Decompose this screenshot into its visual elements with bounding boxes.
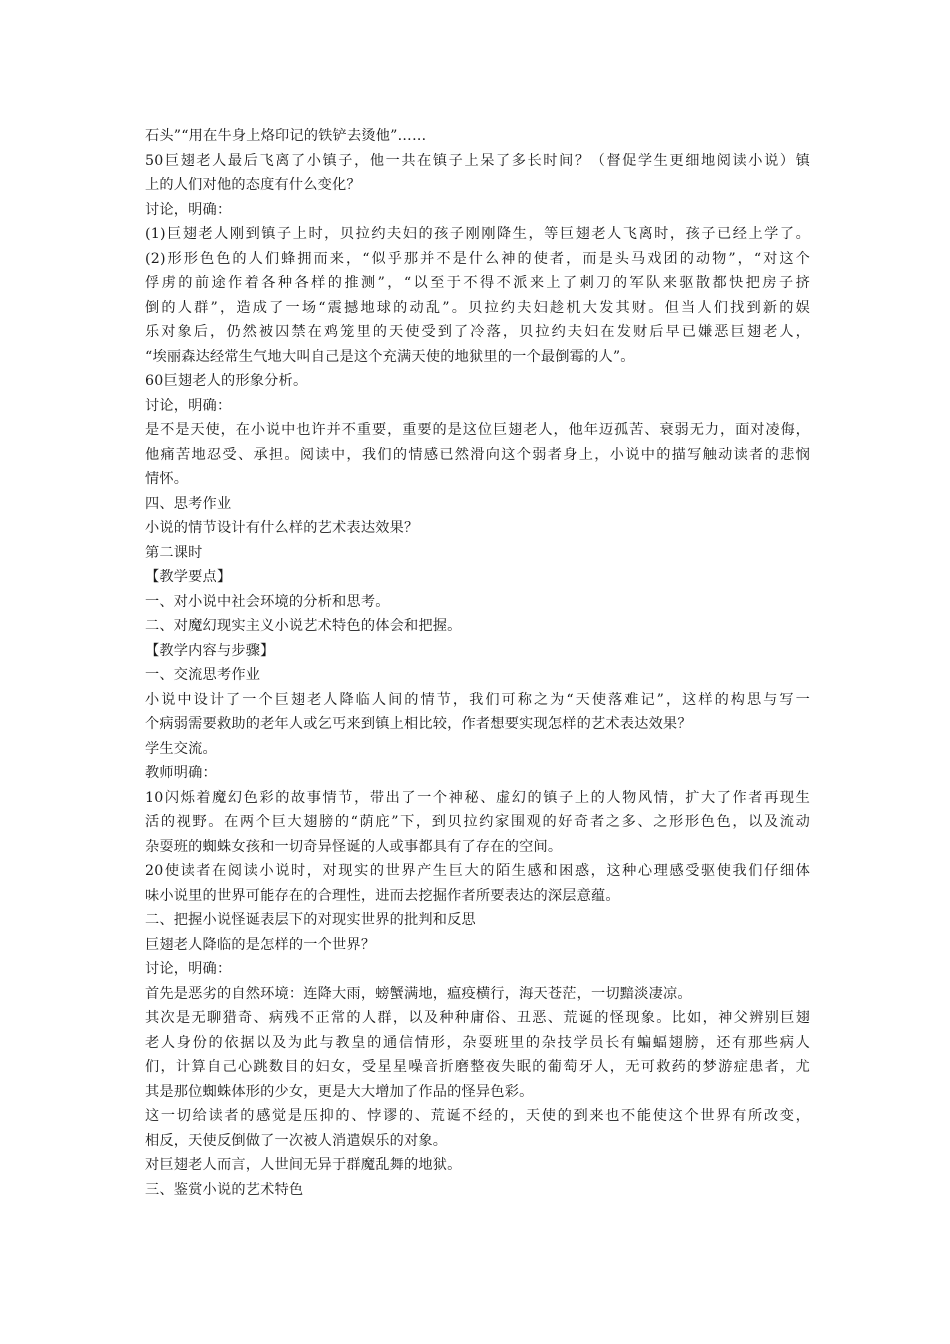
text-line: 这一切给读者的感觉是压抑的、悖谬的、荒诞不经的，天使的到来也不能使这个世界有所改变， [145, 1108, 810, 1124]
text-line: 情怀。 [145, 471, 189, 487]
text-line: 一、对小说中社会环境的分析和思考。 [145, 593, 390, 610]
text-line: 第二课时 [145, 544, 203, 561]
text-line: 讨论，明确： [145, 961, 232, 977]
text-line: 二、把握小说怪诞表层下的对现实世界的批判和反思 [145, 912, 476, 928]
text-line: 10闪烁着魔幻色彩的故事情节，带出了一个神秘、虚幻的镇子上的人物风情，扩大了作者再现生 [145, 789, 810, 806]
text-line: 其次是无聊猎奇、病残不正常的人群，以及种种庸俗、丑恶、荒诞的怪现象。比如，神父辨别巨翅 [145, 1010, 810, 1026]
text-line: 教师明确： [145, 765, 217, 781]
text-line: 石头”“用在牛身上烙印记的铁铲去烫他”…… [145, 128, 427, 144]
text-line: 是不是天使，在小说中也许并不重要，重要的是这位巨翅老人，他年迈孤苦、衰弱无力，面对凌侮， [145, 422, 810, 438]
text-line: 俘虏的前途作着各种各样的推测”，“以至于不得不派来上了刺刀的军队来驱散都快把房子挤 [145, 275, 810, 291]
text-line: (2)形形色色的人们蜂拥而来，“似乎那并不是什么神的使者，而是头马戏团的动物”，“对这个 [145, 250, 810, 267]
text-line: 味小说里的世界可能存在的合理性，进而去挖掘作者所要表达的深层意蕴。 [145, 887, 620, 904]
text-line: 活的视野。在两个巨大翅膀的“荫庇”下，到贝拉约家围观的好奇者之多、之形形色色，以及流动 [145, 814, 810, 830]
text-line: 首先是恶劣的自然环境：连降大雨，螃蟹满地，瘟疫横行，海天苍茫，一切黯淡凄凉。 [145, 985, 692, 1002]
text-line: “埃丽森达经常生气地大叫自己是这个充满天使的地狱里的一个最倒霉的人”。 [145, 348, 635, 365]
text-line: 二、对魔幻现实主义小说艺术特色的体会和把握。 [145, 618, 462, 634]
text-line: 们，计算自己心跳数目的妇女，受星星噪音折磨整夜失眠的葡萄牙人，无可救药的梦游症患者，尤 [145, 1059, 810, 1075]
text-line: 三、鉴赏小说的艺术特色 [145, 1181, 304, 1198]
text-line: 乐对象后，仍然被囚禁在鸡笼里的天使受到了冷落，贝拉约夫妇在发财后早已嫌恶巨翅老人， [145, 324, 810, 340]
text-line: 60巨翅老人的形象分析。 [145, 373, 308, 389]
text-line: 倒的人群”，造成了一场“震撼地球的动乱”。贝拉约夫妇趁机大发其财。但当人们找到新的娱 [145, 299, 810, 316]
text-line: 其是那位蜘蛛体形的少女，更是大大增加了作品的怪异色彩。 [145, 1083, 534, 1100]
text-line: 一、交流思考作业 [145, 667, 261, 683]
text-line: 四、思考作业 [145, 495, 232, 512]
text-line: 小说的情节设计有什么样的艺术表达效果？ [145, 520, 419, 536]
text-line: 讨论，明确： [145, 397, 232, 414]
text-line: 巨翅老人降临的是怎样的一个世界？ [145, 936, 376, 953]
text-line: 杂耍班的蜘蛛女孩和一切奇异怪诞的人或事都具有了存在的空间。 [145, 838, 563, 855]
text-line: 老人身份的依据以及为此与教皇的通信情形，杂耍班里的杂技学员长有蝙蝠翅膀，还有那些病人 [145, 1034, 810, 1051]
document-page [145, 124, 810, 1202]
text-line: 他痛苦地忍受、承担。阅读中，我们的情感已然滑向这个弱者身上，小说中的描写触动读者的悲悯 [145, 446, 810, 463]
text-line: (1)巨翅老人刚到镇子上时，贝拉约夫妇的孩子刚刚降生，等巨翅老人飞离时，孩子已经上学了。 [145, 226, 810, 242]
text-line: 相反，天使反倒做了一次被人消遣娱乐的对象。 [145, 1132, 448, 1149]
text-line: 20使读者在阅读小说时，对现实的世界产生巨大的陌生感和困惑，这种心理感受驱使我们仔细体 [145, 863, 810, 879]
text-line: 【教学内容与步骤】 [145, 642, 275, 659]
text-line: 上的人们对他的态度有什么变化？ [145, 177, 361, 193]
text-line: 对巨翅老人而言，人世间无异于群魔乱舞的地狱。 [145, 1157, 462, 1173]
text-line: 50巨翅老人最后飞离了小镇子，他一共在镇子上呆了多长时间？（督促学生更细地阅读小说）镇 [145, 152, 810, 169]
text-line: 讨论，明确： [145, 201, 232, 218]
text-line: 小说中设计了一个巨翅老人降临人间的情节，我们可称之为“天使落难记”，这样的构思与写一 [145, 691, 810, 708]
text-line: 【教学要点】 [145, 569, 232, 585]
text-line: 学生交流。 [145, 740, 217, 757]
text-line: 个病弱需要救助的老年人或乞丐来到镇上相比较，作者想要实现怎样的艺术表达效果？ [145, 716, 692, 732]
